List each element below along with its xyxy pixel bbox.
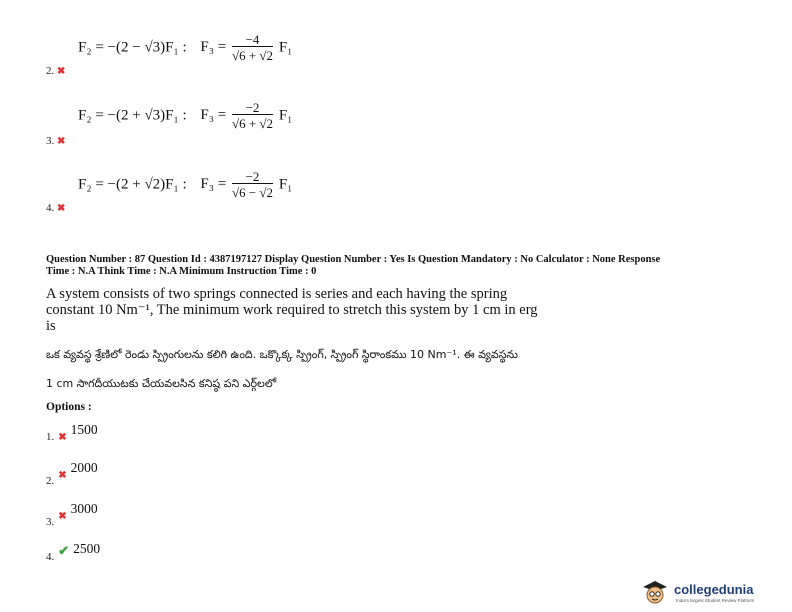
f3-numerator: −4: [245, 32, 260, 47]
question-line3: is: [46, 318, 56, 334]
f3-right: F₁: [278, 107, 293, 124]
question-line1: A system consists of two springs connected is series and each having the spring: [46, 286, 508, 302]
f2-expression: F₂ = −(2 + √2)F₁ :: [78, 176, 187, 193]
option-number: 4.: [46, 202, 55, 214]
f3-numerator: −2: [245, 169, 260, 184]
cross-icon: ✖: [58, 511, 67, 522]
f2-expression: F₂ = −(2 + √3)F₁ :: [78, 107, 187, 124]
mascot-icon: [640, 578, 670, 606]
f3-numerator: −2: [245, 100, 260, 115]
option-4[interactable]: [46, 540, 101, 563]
question-text: [46, 286, 606, 334]
f3-fraction: [232, 170, 273, 200]
f3-left: F₃ =: [200, 39, 227, 56]
cross-icon: ✖: [57, 66, 66, 77]
option-1[interactable]: [46, 421, 98, 443]
option-3[interactable]: [46, 500, 98, 528]
question-telugu-line1: ఒక వ్యవస్థ శ్రేణిలో రెండు స్ప్రింగులను కలిగి ఉంది. ఒక్కొక్క స్ప్రింగ్, స్ప్రింగ్ స్థిరాంకము 10 Nm⁻¹. ఈ వ్యవస్థను: [46, 348, 518, 361]
option-number: 3.: [46, 516, 55, 528]
prev-option-2-number: [46, 65, 65, 77]
question-meta-line1: Question Number : 87 Question Id : 4387197127 Display Question Number : Yes Is Question Mandatory : No Calculator : None Response: [46, 254, 661, 265]
f3-right: F₁: [278, 39, 293, 56]
option-2[interactable]: [46, 459, 98, 487]
option-text: 3000: [70, 501, 98, 516]
question-meta: [46, 254, 766, 278]
option-number: 2.: [46, 65, 55, 77]
f3-denominator: √6 + √2: [231, 116, 274, 131]
cross-icon: ✖: [57, 203, 66, 214]
question-telugu-line2: 1 cm సాగదీయుటకు చేయవలసిన కనిష్ఠ పని ఎర్గ్‌లలో: [46, 377, 277, 390]
collegedunia-logo: [640, 578, 788, 608]
option-text: 2500: [73, 541, 101, 556]
prev-option-3-number: [46, 135, 65, 147]
f3-fraction: [232, 33, 273, 63]
question-meta-line2: Time : N.A Think Time : N.A Minimum Instruction Time : 0: [46, 266, 317, 277]
f3-denominator: √6 − √2: [231, 185, 274, 200]
prev-option-4-formula: [78, 170, 292, 200]
f3-fraction: [232, 101, 273, 131]
option-text: 1500: [70, 422, 98, 437]
prev-option-3-formula: [78, 101, 292, 131]
logo-tagline: India's largest Student Review Platform: [676, 598, 755, 603]
prev-option-2-formula: [78, 33, 292, 63]
check-icon: ✔: [58, 543, 70, 558]
option-number: 2.: [46, 475, 55, 487]
f3-right: F₁: [278, 176, 293, 193]
cross-icon: ✖: [57, 136, 66, 147]
option-number: 3.: [46, 135, 55, 147]
options-label: Options :: [46, 401, 92, 413]
cross-icon: ✖: [58, 432, 67, 443]
f3-denominator: √6 + √2: [231, 48, 274, 63]
f3-left: F₃ =: [200, 107, 227, 124]
option-number: 4.: [46, 551, 55, 563]
question-line2: constant 10 Nm⁻¹, The minimum work required to stretch this system by 1 cm in erg: [46, 302, 538, 318]
prev-option-4-number: [46, 202, 65, 214]
option-number: 1.: [46, 431, 55, 443]
f3-left: F₃ =: [200, 176, 227, 193]
f2-expression: F₂ = −(2 − √3)F₁ :: [78, 39, 187, 56]
cross-icon: ✖: [58, 470, 67, 481]
option-text: 2000: [70, 460, 98, 475]
logo-name: collegedunia: [674, 582, 754, 597]
